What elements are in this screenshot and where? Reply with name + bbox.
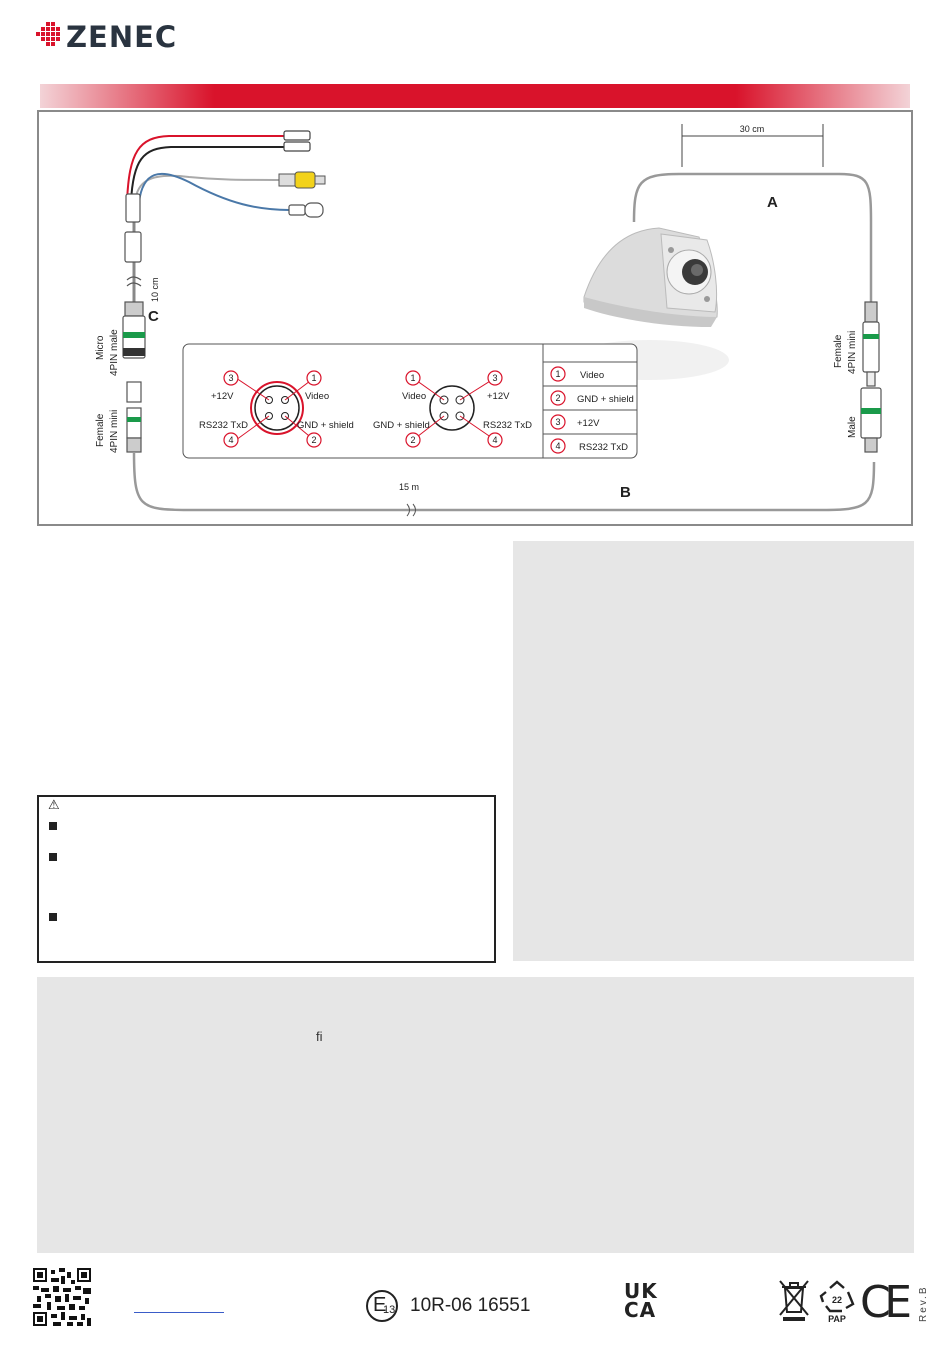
info-panel-bottom — [37, 977, 914, 1253]
revision-label: Rev.B — [918, 1285, 929, 1322]
dimension-10cm-label: 10 cm — [150, 277, 160, 302]
female-pin-4: 4 — [492, 435, 498, 445]
left-conn-lower-line2: 4PIN mini — [109, 409, 120, 453]
cable-b — [134, 452, 874, 510]
harness-body — [123, 194, 145, 452]
male-pin-2: 2 — [311, 435, 317, 445]
right-conn-lower: Male — [847, 416, 858, 438]
ce-mark-text: CE — [860, 1281, 912, 1321]
diagram-canvas — [39, 112, 911, 524]
dimension-30cm-label: 30 cm — [739, 124, 765, 134]
pin-table-label-1: Video — [580, 370, 605, 381]
pin-table-num-4: 4 — [555, 441, 561, 451]
pin-table-num-2: 2 — [555, 393, 561, 403]
female-pin-3: 3 — [492, 373, 498, 383]
label-a: A — [767, 194, 778, 211]
male-pin-4: 4 — [228, 435, 234, 445]
ring-terminal — [289, 203, 323, 217]
warning-bullet-3 — [49, 913, 57, 921]
male-label-12v: +12V — [211, 391, 234, 402]
female-pin-2: 2 — [410, 435, 416, 445]
male-pin-3: 3 — [228, 373, 234, 383]
spade-connectors — [284, 131, 310, 151]
ukca-line-1: UK — [624, 1279, 658, 1303]
pin-table-label-3: +12V — [577, 418, 600, 429]
ukca-line-2: CA — [624, 1298, 657, 1322]
brand-name: ZENEC — [66, 20, 178, 54]
label-b: B — [620, 484, 631, 501]
e-mark-letter: E — [373, 1294, 387, 1316]
female-label-video: Video — [402, 391, 427, 402]
male-pin-1: 1 — [311, 373, 317, 383]
left-conn-upper-line2: 4PIN male — [109, 329, 120, 376]
right-connectors — [861, 302, 881, 452]
dimension-15m-label: 15 m — [398, 482, 420, 492]
ce-mark-icon — [860, 1281, 914, 1321]
warning-bullet-2 — [49, 853, 57, 861]
warning-icon: ⚠ — [48, 798, 60, 813]
e-mark-icon — [366, 1290, 398, 1322]
e-mark-number: 13 — [383, 1304, 396, 1316]
male-label-rs232: RS232 TxD — [199, 420, 248, 431]
left-conn-upper-line1: Micro — [95, 335, 106, 360]
pin-table-num-3: 3 — [555, 417, 561, 427]
male-label-gnd: GND + shield — [297, 420, 354, 431]
wire-harness — [127, 136, 289, 210]
warning-box — [37, 795, 496, 963]
weee-bin-icon — [777, 1278, 811, 1322]
info-panel-right — [513, 541, 914, 961]
recycle-number: 22 — [831, 1295, 843, 1305]
female-label-rs232: RS232 TxD — [483, 420, 532, 431]
male-label-video: Video — [305, 391, 330, 402]
website-link-underline[interactable] — [134, 1312, 224, 1313]
pin-table-label-4: RS232 TxD — [579, 442, 628, 453]
pin-table-num-1: 1 — [555, 369, 561, 379]
approval-code: 10R-06 16551 — [410, 1295, 531, 1316]
logo-mark-icon — [36, 22, 64, 50]
right-conn-upper-line2: 4PIN mini — [847, 330, 858, 374]
zenec-logo — [36, 22, 236, 52]
rca-connector — [279, 172, 325, 188]
wiring-diagram — [37, 110, 913, 526]
qr-code-icon[interactable] — [33, 1268, 91, 1326]
right-conn-upper-line1: Female — [833, 334, 844, 368]
female-pin-1: 1 — [410, 373, 416, 383]
pin-table-label-2: GND + shield — [577, 394, 634, 405]
recycle-label: PAP — [828, 1314, 846, 1324]
ligature-text: fi — [316, 1029, 323, 1044]
left-conn-lower-line1: Female — [95, 413, 106, 447]
female-label-12v: +12V — [487, 391, 510, 402]
female-label-gnd: GND + shield — [373, 420, 430, 431]
label-c: C — [148, 308, 159, 325]
warning-bullet-1 — [49, 822, 57, 830]
recycling-pap-icon — [818, 1280, 856, 1324]
header-band — [40, 84, 910, 108]
ukca-mark — [624, 1279, 668, 1322]
